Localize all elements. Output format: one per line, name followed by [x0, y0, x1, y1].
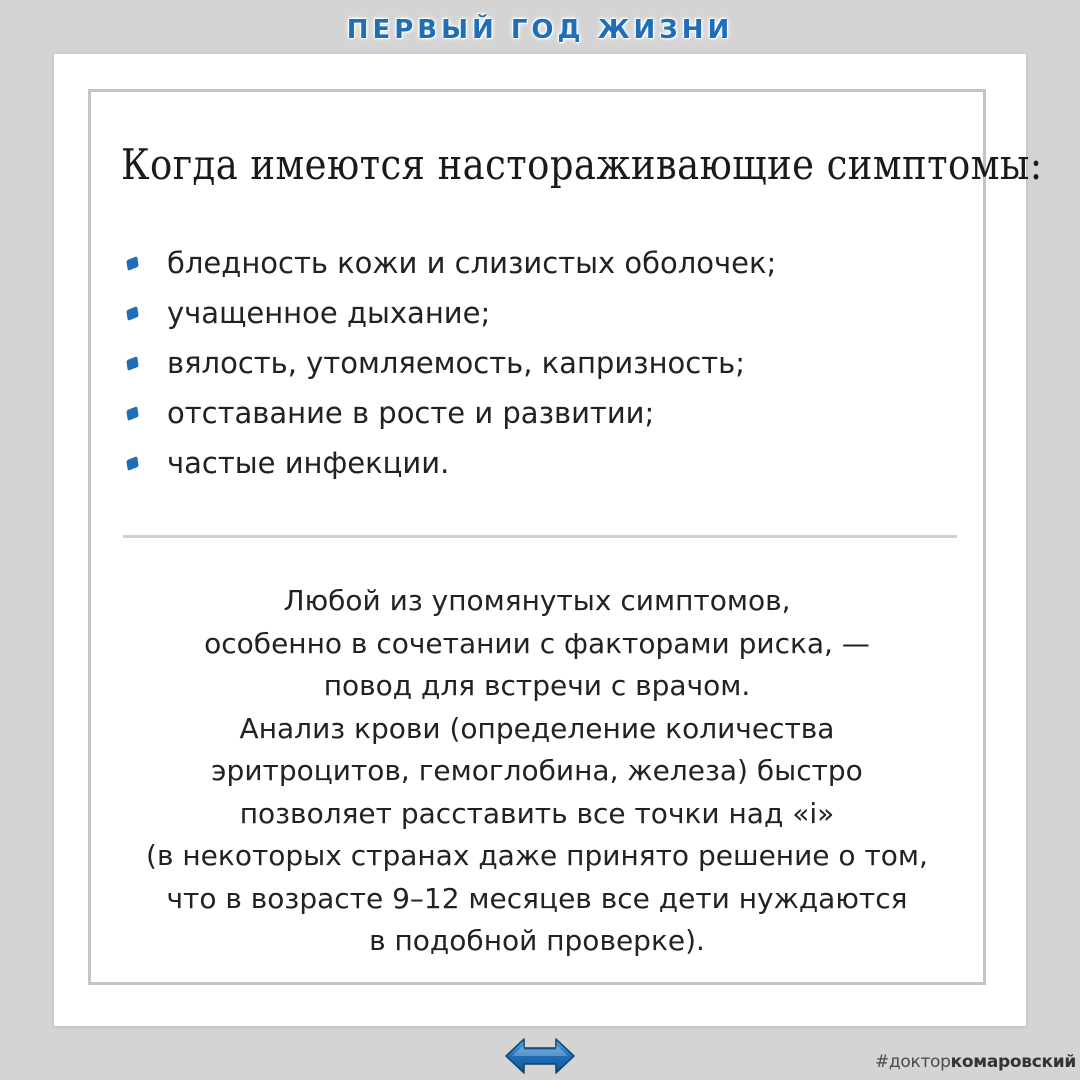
bullet-icon	[126, 456, 138, 471]
conclusion-line: в подобной проверке).	[369, 924, 705, 957]
list-item	[121, 288, 776, 338]
section-divider	[123, 535, 957, 538]
content-card	[54, 54, 1043, 1026]
symptom-text: вялость, утомляемость, капризность;	[167, 346, 745, 380]
conclusion-line: позволяет расставить все точки над «i»	[239, 796, 835, 830]
double-arrow-icon[interactable]	[504, 1036, 576, 1076]
symptom-list	[121, 238, 776, 488]
brand-prefix: #доктор	[874, 1052, 951, 1072]
conclusion-paragraph	[101, 580, 973, 963]
symptom-text: бледность кожи и слизистых оболочек;	[167, 246, 777, 280]
symptoms-headline: Когда имеются настораживающие симптомы:	[121, 140, 1043, 189]
bullet-icon	[126, 406, 138, 421]
content-frame	[88, 89, 1043, 985]
conclusion-line: особенно в сочетании с факторами риска, —	[204, 626, 870, 660]
symptom-text: отставание в росте и развитии;	[167, 396, 655, 430]
list-item	[121, 388, 776, 438]
list-item	[121, 438, 776, 488]
brand-hashtag	[875, 1052, 1076, 1072]
bullet-icon	[126, 306, 138, 321]
symptom-text: учащенное дыхание;	[167, 296, 491, 330]
brand-name: комаровский	[950, 1052, 1076, 1072]
conclusion-line: Анализ крови (определение количества	[239, 711, 835, 745]
conclusion-line: Любой из упомянутых симптомов,	[283, 584, 791, 617]
conclusion-line: эритроцитов, гемоглобина, железа) быстро	[211, 754, 863, 787]
bullet-icon	[126, 256, 138, 271]
conclusion-line: (в некоторых странах даже принято решение о том,	[146, 839, 928, 872]
list-item	[121, 238, 776, 288]
page-title: ПЕРВЫЙ ГОД ЖИЗНИ	[346, 15, 734, 45]
list-item	[121, 338, 776, 388]
bullet-icon	[126, 356, 138, 371]
symptom-text: частые инфекции.	[167, 446, 450, 480]
conclusion-line: повод для встречи с врачом.	[323, 669, 751, 702]
double-arrow-graphic	[504, 1036, 576, 1076]
conclusion-line: что в возрасте 9–12 месяцев все дети нуждаются	[166, 881, 908, 915]
